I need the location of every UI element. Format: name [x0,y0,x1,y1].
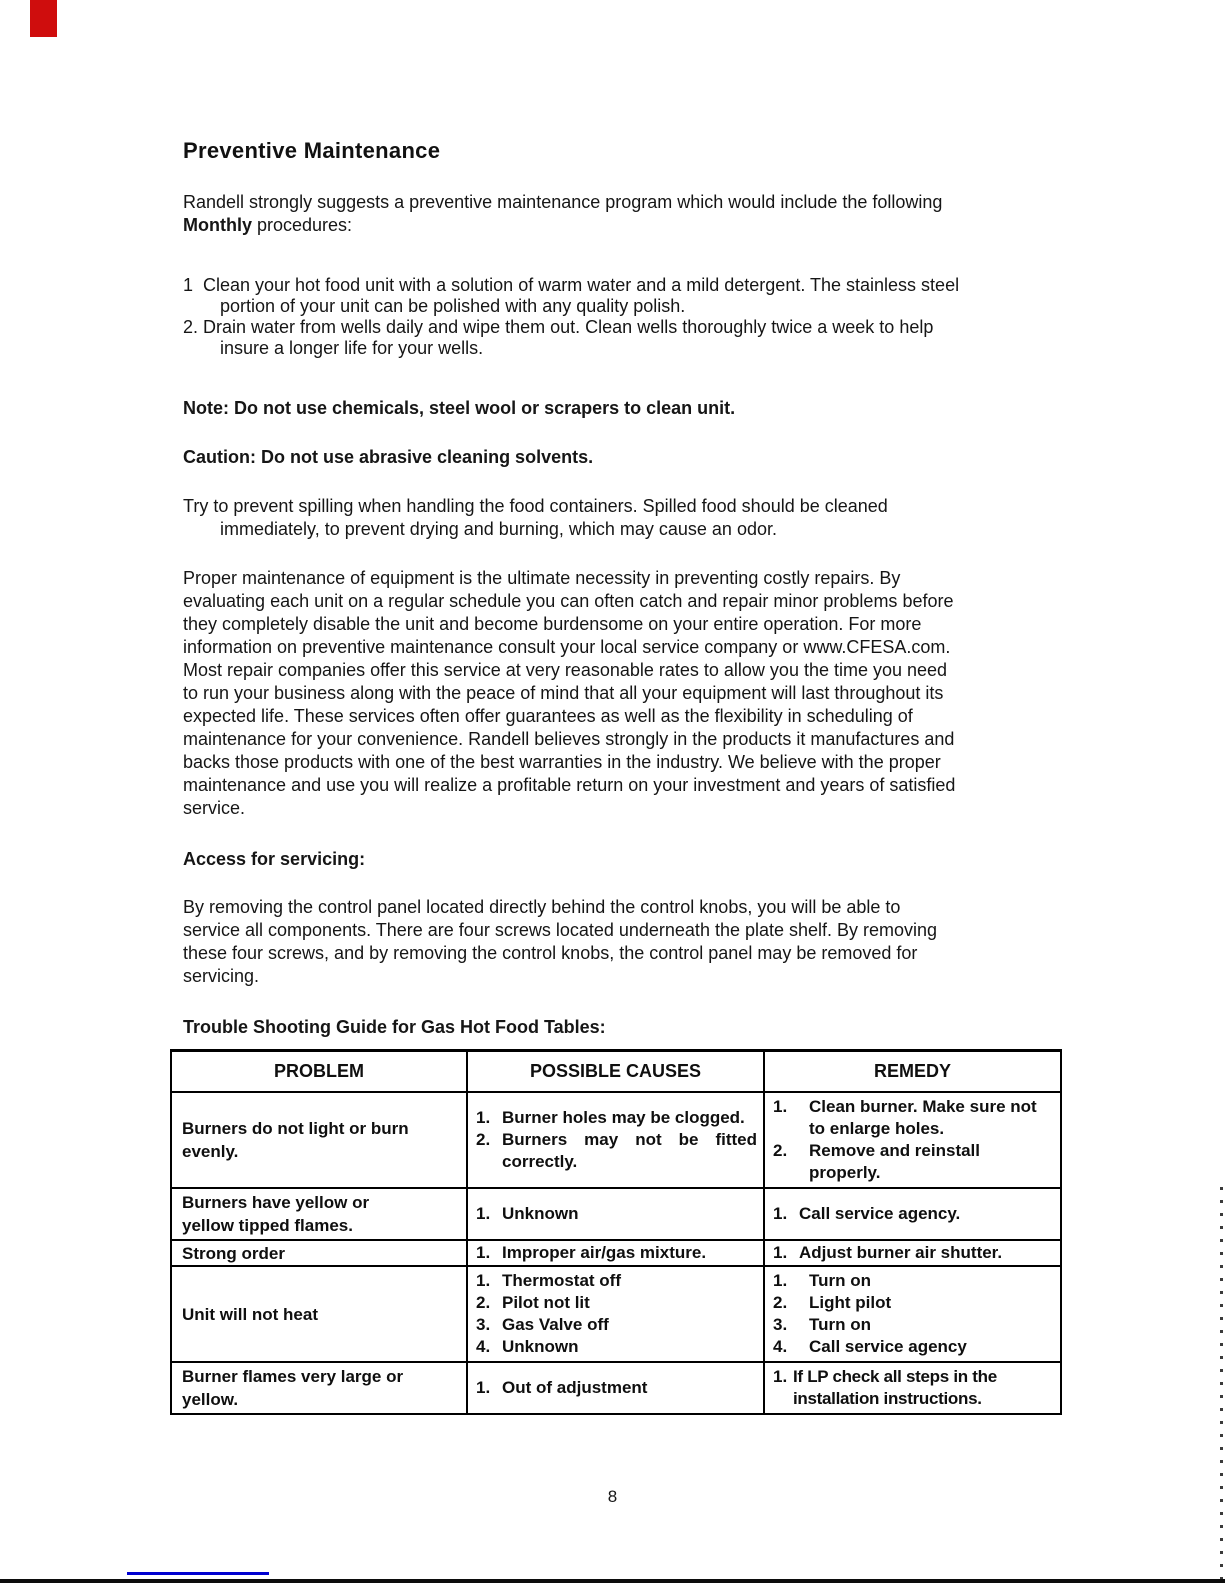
list-item [183,275,1062,317]
remedy-cell: 1. If LP check all steps in the installation instructions. [764,1362,1061,1414]
scan-dotted-edge-artifact [1220,1187,1223,1580]
page-title: Preventive Maintenance [183,138,441,163]
table-row [171,1240,1061,1266]
table-header-row [171,1051,1061,1093]
note-line: Note: Do not use chemicals, steel wool or scrapers to clean unit. [183,398,736,418]
spill-line-1: Try to prevent spilling when handling the food containers. Spilled food should be cleaned [183,496,888,516]
list-item [183,317,1062,359]
page-content [170,0,1062,1415]
problem-cell: Burner flames very large or yellow. [171,1362,467,1414]
causes-cell: 1. Improper air/gas mixture. [467,1240,764,1266]
bottom-edge-line [0,1579,1225,1583]
list-item-continuation: portion of your unit can be polished with any quality polish. [220,296,686,316]
intro-tail: procedures: [252,215,353,235]
access-paragraph: By removing the control panel located directly behind the control knobs, you will be able to service all components. There are four screws located underneath the plate shelf. By removing these four screws, and by removing the control knobs, the control panel may be removed for servicing. [183,897,938,986]
monthly-bold-word: Monthly [183,215,252,235]
page-number: 8 [607,1487,618,1506]
access-heading: Access for servicing: [183,849,366,869]
blue-underline-artifact [127,1572,269,1575]
troubleshooting-heading: Trouble Shooting Guide for Gas Hot Food Tables: [183,1017,606,1037]
problem-cell: Burners do not light or burn evenly. [171,1092,467,1188]
intro-line-2 [183,214,1062,237]
causes-cell: 1. Out of adjustment [467,1362,764,1414]
maintenance-paragraph: Proper maintenance of equipment is the ultimate necessity in preventing costly repairs. By evaluating each unit on a regular schedule you can often catch and repair minor problems before they completely disable the unit and become burdensome on your entire operation. For more information on preventive maintenance consult your local service company or www.CFESA.com. Most repair companies offer this service at very reasonable rates to allow you the time you need to run your business along with the peace of mind that all your equipment will last throughout its expected life. These services often offer guarantees as well as the flexibility in scheduling of maintenance for your convenience. Randell believes strongly in the products it manufactures and backs those products with one of the best warranties in the industry. We believe with the proper maintenance and use you will realize a profitable return on your investment and years of satisfied service. [183,568,956,818]
causes-cell: 1. Burner holes may be clogged. 2. Burners may not be fitted correctly. [467,1092,764,1188]
caution-line: Caution: Do not use abrasive cleaning solvents. [183,447,594,467]
intro-line-1: Randell strongly suggests a preventive maintenance program which would include the following [183,192,943,212]
procedures-list [183,275,1062,359]
col-header-causes: POSSIBLE CAUSES [467,1051,764,1093]
problem-cell: Unit will not heat [171,1266,467,1362]
remedy-cell: 1. Clean burner. Make sure not to enlarge holes. 2. Remove and reinstall properly. [764,1092,1061,1188]
remedy-cell: 1. Call service agency. [764,1188,1061,1240]
causes-cell: 1. Thermostat off 2. Pilot not lit 3. Gas Valve off 4. Unknown [467,1266,764,1362]
spill-line-2: immediately, to prevent drying and burning, which may cause an odor. [220,519,777,539]
list-item-continuation: insure a longer life for your wells. [220,338,484,358]
table-row [171,1362,1061,1414]
list-item-text: Drain water from wells daily and wipe them out. Clean wells thoroughly twice a week to help [203,317,934,337]
remedy-cell: 1. Adjust burner air shutter. [764,1240,1061,1266]
list-item-number: 2. [183,317,199,337]
troubleshooting-table [170,1049,1062,1415]
intro-paragraph [183,191,1062,237]
table-row [171,1188,1061,1240]
col-header-problem: PROBLEM [171,1051,467,1093]
col-header-remedy: REMEDY [764,1051,1061,1093]
problem-cell: Strong order [171,1240,467,1266]
remedy-cell: 1. Turn on 2. Light pilot 3. Turn on 4. Call service agency [764,1266,1061,1362]
list-item-number: 1 [183,275,194,295]
scan-artifact-red-mark [30,0,57,37]
causes-cell: 1. Unknown [467,1188,764,1240]
list-item-text: Clean your hot food unit with a solution of warm water and a mild detergent. The stainless steel [203,275,960,295]
table-row [171,1092,1061,1188]
table-row [171,1266,1061,1362]
problem-cell: Burners have yellow or yellow tipped flames. [171,1188,467,1240]
spill-paragraph [183,495,1062,541]
